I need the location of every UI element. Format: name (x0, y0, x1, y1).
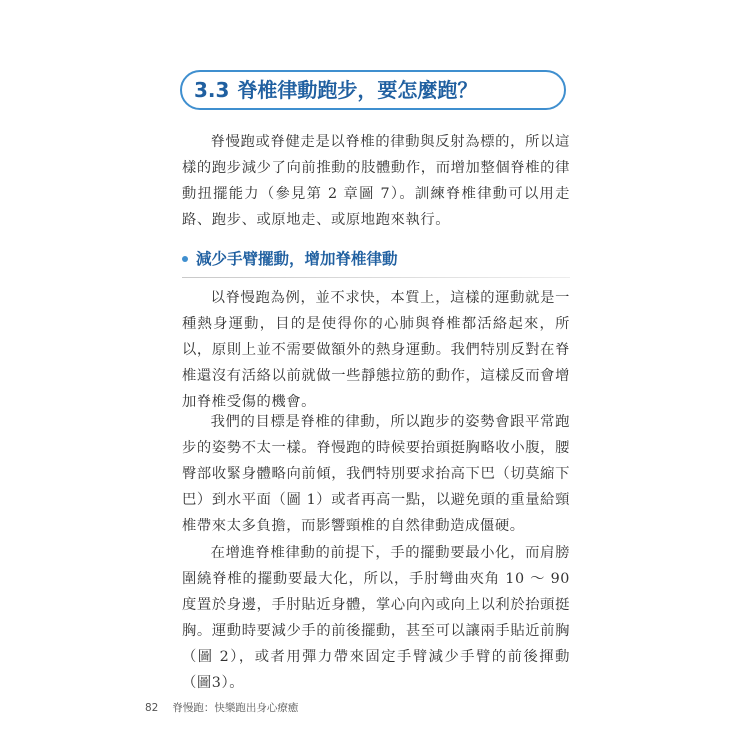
subsection-heading (182, 247, 570, 279)
section-title (194, 74, 477, 106)
page-footer (145, 700, 298, 716)
bullet-dot-icon (182, 256, 188, 262)
body-paragraph-3: 在增進脊椎律動的前提下，手的擺動要最小化，而肩膀圍繞脊椎的擺動要最大化，所以，手肘彎曲夾角 10 ～ 90 度置於身邊，手肘貼近身體，掌心向內或向上以利於抬頭挺胸。運動時要減少手的前後擺動，甚至可以讓兩手貼近前胸（圖 2），或者用彈力帶來固定手臂減少手臂的前後揮動（圖3）。 (182, 545, 570, 691)
heading-underline (182, 277, 570, 278)
body-paragraph-2: 我們的目標是脊椎的律動，所以跑步的姿勢會跟平常跑步的姿勢不太一樣。脊慢跑的時候要抬頭挺胸略收小腹，腰臀部收緊身體略向前傾，我們特別要求抬高下巴（切莫縮下巴）到水平面（圖 1）或者再高一點，以避免頭的重量給頸椎帶來太多負擔，而影響頸椎的自然律動造成僵硬。 (182, 414, 570, 534)
subsection-heading-text: 減少手臂擺動，增加脊椎律動 (196, 250, 398, 268)
body-paragraph-1: 以脊慢跑為例，並不求快，本質上，這樣的運動就是一種熱身運動，目的是使得你的心肺與脊椎都活絡起來，所以，原則上並不需要做額外的熱身運動。我們特別反對在脊椎還沒有活絡以前就做一些靜態拉筋的動作，這樣反而會增加脊椎受傷的機會。 (182, 290, 570, 410)
running-title: 脊慢跑：快樂跑出身心療癒 (172, 702, 299, 714)
section-number: 3.3 (194, 78, 230, 102)
section-title-text: 脊椎律動跑步，要怎麼跑？ (237, 78, 478, 102)
page-number: 82 (145, 702, 159, 714)
intro-paragraph: 脊慢跑或脊健走是以脊椎的律動與反射為標的，所以這樣的跑步減少了向前推動的肢體動作，而增加整個脊椎的律動扭擺能力（參見第 2 章圖 7）。訓練脊椎律動可以用走路、跑步、或原地走、或原地跑來執行。 (182, 134, 570, 228)
